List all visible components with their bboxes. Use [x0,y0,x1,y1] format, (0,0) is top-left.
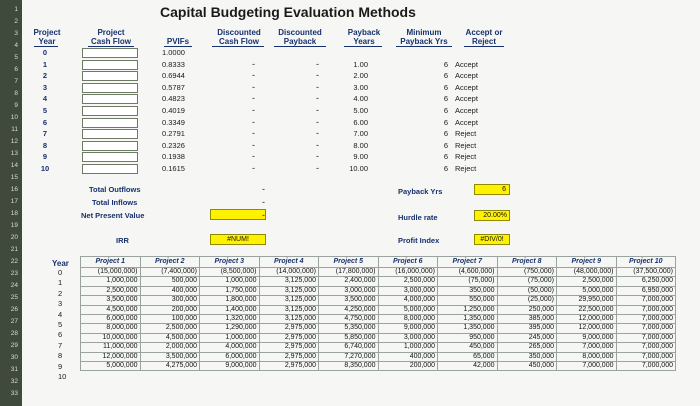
pvif-cell: 0.2791 [162,129,185,139]
row-number[interactable]: 14 [10,162,18,169]
table-cell[interactable]: 4,750,000 [319,315,379,324]
table-row [81,352,676,361]
row-number[interactable]: 13 [10,150,18,157]
table-cell[interactable]: 5,000,000 [557,286,617,295]
row-number[interactable]: 2 [14,18,18,25]
decision-cell: Accept [455,82,478,92]
table-cell[interactable]: (750,000) [497,268,557,277]
table-cell[interactable]: (15,000,000) [81,268,141,277]
row-number[interactable]: 11 [11,126,18,133]
row-number[interactable]: 6 [14,66,18,73]
year-cell: 5 [42,106,48,115]
npv-label: Net Present Value [81,211,145,220]
table-cell[interactable]: 5,000,000 [378,305,438,314]
table-cell[interactable]: 2,500,000 [140,324,200,333]
decision-cell: Accept [455,71,478,81]
project-header[interactable]: Project 6 [378,257,438,268]
table-cell[interactable]: 1,350,000 [438,315,498,324]
table-cell[interactable]: 1,250,000 [438,305,498,314]
total-outflows-label: Total Outflows [89,185,141,194]
row-number[interactable]: 31 [10,366,18,373]
table-cell[interactable]: 350,000 [497,352,557,361]
hurdle-rate-cell[interactable]: 20.00% [474,210,510,221]
header-minimum-payback: Minimum Payback Yrs [400,28,448,46]
row-number[interactable]: 28 [10,330,18,337]
table-cell[interactable]: 7,000,000 [557,343,617,352]
table-cell[interactable]: 7,000,000 [616,296,676,305]
table-cell[interactable]: 7,000,000 [616,324,676,333]
table-cell[interactable]: 6,250,000 [616,277,676,286]
table-cell[interactable]: (50,000) [497,286,557,295]
table-row [81,268,676,277]
table-cell[interactable]: (25,000) [497,296,557,305]
year-cell: 1 [42,59,48,69]
table-row [81,315,676,324]
cash-flow-input[interactable] [82,141,138,151]
table-cell[interactable]: (17,800,000) [319,268,379,277]
sheet-title: Capital Budgeting Evaluation Methods [160,4,416,20]
discounted-payback-dash: - [316,139,319,150]
table-cell[interactable]: (37,500,000) [616,268,676,277]
table-cell[interactable]: 385,000 [497,315,557,324]
table-cell[interactable]: 1,000,000 [378,343,438,352]
min-payback-cell: 6 [443,94,448,104]
hurdle-rate-label: Hurdle rate [398,213,438,222]
table-cell[interactable]: 12,000,000 [557,315,617,324]
table-cell[interactable]: 11,000,000 [81,343,141,352]
project-header[interactable]: Project 10 [616,257,676,268]
min-payback-cell: 6 [443,164,448,173]
header-project-cash-flow: Project Cash Flow [90,28,131,46]
row-number[interactable]: 5 [14,54,18,61]
table-cell[interactable]: 500,000 [140,277,200,286]
table-cell[interactable]: 8,350,000 [319,362,379,371]
discounted-cash-flow-dash: - [252,81,255,92]
cash-flow-input[interactable] [82,60,138,70]
inflows-dash: - [262,197,265,207]
table-cell[interactable]: 2,975,000 [259,333,319,342]
table-cell[interactable]: 2,000,000 [140,343,200,352]
table-cell[interactable]: 7,000,000 [616,305,676,314]
cash-flow-input[interactable] [82,152,138,162]
discounted-cash-flow-dash: - [252,139,255,150]
table-cell[interactable]: 200,000 [140,305,200,314]
table-cell[interactable]: 265,000 [497,343,557,352]
table-cell[interactable]: 8,000,000 [378,315,438,324]
table-cell[interactable]: 6,000,000 [81,315,141,324]
payback-years-cell: 4.00 [353,94,368,104]
table-row [81,277,676,286]
row-number[interactable]: 19 [10,222,18,229]
table-cell[interactable]: 3,500,000 [81,296,141,305]
table-cell[interactable]: 8,000,000 [81,324,141,333]
table-cell[interactable]: (75,000) [438,277,498,286]
table-cell[interactable]: 950,000 [438,333,498,342]
row-number[interactable]: 8 [14,90,18,97]
profit-index-cell[interactable]: #DIV/0! [474,234,510,245]
row-number[interactable]: 3 [14,30,18,37]
project-header[interactable]: Project 2 [140,257,200,268]
pvif-cell: 1.0000 [162,48,185,57]
table-cell[interactable]: 1,800,000 [200,296,260,305]
row-number[interactable]: 9 [14,102,18,109]
project-header[interactable]: Project 9 [557,257,617,268]
year-column-header: Year [52,259,69,268]
table-cell[interactable]: 350,000 [438,286,498,295]
table-cell[interactable]: 12,000,000 [81,352,141,361]
project-header[interactable]: Project 4 [259,257,319,268]
header-project-year: Project Year [33,28,61,46]
table-cell[interactable]: 7,000,000 [557,362,617,371]
table-cell[interactable]: 2,975,000 [259,362,319,371]
year-cell: 6 [58,330,63,340]
table-cell[interactable]: 200,000 [378,362,438,371]
header-pvifs: PVIFs [166,37,190,46]
table-row [81,286,676,295]
discounted-payback-dash: - [316,116,319,127]
row-number[interactable]: 23 [10,270,18,277]
irr-label: IRR [116,236,129,245]
table-cell[interactable]: 10,000,000 [81,333,141,342]
cash-flow-input[interactable] [82,106,138,116]
row-header-column [0,0,22,406]
table-cell[interactable]: 7,000,000 [616,362,676,371]
table-cell[interactable]: 3,000,000 [378,286,438,295]
table-cell[interactable]: 9,000,000 [200,362,260,371]
table-cell[interactable]: 3,500,000 [319,296,379,305]
table-cell[interactable]: 3,500,000 [140,352,200,361]
pvif-cell: 0.4019 [162,106,185,115]
table-cell[interactable]: (16,000,000) [378,268,438,277]
row-number[interactable]: 12 [10,138,18,145]
discounted-payback-dash: - [316,105,319,115]
irr-cell[interactable]: #NUM! [210,234,266,245]
table-cell[interactable]: 12,000,000 [557,324,617,333]
table-cell[interactable]: 1,290,000 [200,324,260,333]
decision-cell: Accept [455,59,478,69]
table-cell[interactable]: 7,000,000 [616,343,676,352]
row-number[interactable]: 33 [10,390,18,397]
table-cell[interactable]: 9,000,000 [378,324,438,333]
payback-years-cell: 9.00 [353,152,368,162]
row-number[interactable]: 27 [10,318,18,325]
year-cell: 9 [58,361,63,371]
table-cell[interactable]: 1,000,000 [81,277,141,286]
table-cell[interactable]: 8,000,000 [557,352,617,361]
row-number[interactable]: 20 [10,234,18,241]
table-cell[interactable]: 450,000 [497,362,557,371]
table-cell[interactable]: 4,000,000 [200,343,260,352]
year-cell: 10 [40,164,50,173]
decision-cell: Accept [455,94,478,104]
payback-years-cell: 1.00 [353,59,368,69]
year-cell: 10 [58,372,67,381]
table-cell[interactable]: 4,250,000 [319,305,379,314]
row-number[interactable]: 18 [10,210,18,217]
header-discounted-cash-flow: Discounted Cash Flow [217,28,261,46]
cash-flow-input[interactable] [82,71,138,81]
min-payback-cell: 6 [443,71,448,81]
header-accept-reject: Accept or Reject [465,28,503,46]
discounted-cash-flow-dash: - [252,105,255,115]
table-row [81,296,676,305]
cash-flow-input[interactable] [82,129,138,139]
pvif-cell: 0.2326 [162,140,185,150]
table-cell[interactable]: (48,000,000) [557,268,617,277]
table-cell[interactable]: 1,350,000 [438,324,498,333]
row-number[interactable]: 26 [10,306,18,313]
table-cell[interactable]: 2,500,000 [81,286,141,295]
row-number[interactable]: 15 [10,174,18,181]
year-cell: 2 [42,71,48,81]
discounted-payback-dash: - [316,163,319,173]
year-cell: 5 [58,320,63,329]
discounted-payback-dash: - [316,81,319,92]
year-cell: 9 [42,152,48,162]
table-row [81,362,676,371]
npv-cell[interactable] [210,209,266,220]
table-cell[interactable]: (4,600,000) [438,268,498,277]
discounted-cash-flow-dash: - [252,93,255,104]
payback-years-cell: 2.00 [353,71,368,81]
table-cell[interactable]: 4,500,000 [140,333,200,342]
table-cell[interactable]: 4,000,000 [378,296,438,305]
discounted-cash-flow-dash: - [252,58,255,69]
header-payback-years: Payback Years [347,28,381,46]
payback-years-cell: 6.00 [353,117,368,127]
table-cell[interactable]: 1,400,000 [200,305,260,314]
table-cell[interactable]: 7,000,000 [616,315,676,324]
payback-years-cell: 8.00 [353,140,368,150]
table-cell[interactable]: 3,125,000 [259,315,319,324]
project-header[interactable]: Project 5 [319,257,379,268]
payback-years-cell: 10.00 [349,164,368,173]
table-row [81,305,676,314]
year-cell: 6 [42,117,48,127]
payback-years-cell: 5.00 [353,106,368,115]
table-cell[interactable]: 4,275,000 [140,362,200,371]
pvif-cell: 0.4823 [162,94,185,104]
discounted-cash-flow-dash: - [252,151,255,162]
payback-years-cell: 3.00 [353,82,368,92]
decision-cell: Accept [455,117,478,127]
decision-cell: Reject [455,164,477,173]
table-cell[interactable]: (75,000) [497,277,557,286]
pvif-cell: 0.6944 [162,71,185,81]
row-number[interactable]: 29 [10,342,18,349]
project-header[interactable]: Project 1 [81,257,141,268]
pvif-cell: 0.8333 [162,59,185,69]
table-cell[interactable]: 3,125,000 [259,277,319,286]
row-number[interactable]: 25 [10,294,18,301]
payback-yrs-cell[interactable]: 6 [474,184,510,195]
year-cell: 8 [58,351,63,361]
year-cell: 1 [58,278,63,288]
table-cell[interactable]: (8,500,000) [200,268,260,277]
year-cell: 4 [42,94,48,104]
table-cell[interactable]: 450,000 [438,343,498,352]
discounted-cash-flow-dash: - [252,128,255,139]
table-cell[interactable]: 5,850,000 [319,333,379,342]
decision-cell: Accept [455,106,478,115]
table-cell[interactable]: 100,000 [140,315,200,324]
table-cell[interactable]: 3,000,000 [378,333,438,342]
pvif-cell: 0.5787 [162,82,185,92]
table-cell[interactable]: 400,000 [378,352,438,361]
table-cell[interactable]: 3,125,000 [259,286,319,295]
projects-table [80,256,676,371]
table-cell[interactable]: 300,000 [140,296,200,305]
cash-flow-input[interactable] [82,164,138,174]
table-cell[interactable]: 5,000,000 [81,362,141,371]
min-payback-cell: 6 [443,106,448,115]
table-row [81,324,676,333]
year-cell: 2 [58,288,63,298]
row-number[interactable]: 7 [14,78,18,85]
year-cell: 8 [42,140,48,150]
table-cell[interactable]: 2,975,000 [259,324,319,333]
table-cell[interactable]: 7,000,000 [616,352,676,361]
npv-dash: - [262,210,265,220]
table-cell[interactable]: 29,950,000 [557,296,617,305]
row-number[interactable]: 22 [10,258,18,265]
table-cell[interactable]: 6,740,000 [319,343,379,352]
year-cell: 7 [58,340,63,350]
discounted-cash-flow-dash: - [252,70,255,81]
table-cell[interactable]: (7,400,000) [140,268,200,277]
table-cell[interactable]: 1,320,000 [200,315,260,324]
table-cell[interactable]: 3,000,000 [319,286,379,295]
table-cell[interactable]: 9,000,000 [557,333,617,342]
table-cell[interactable]: 2,975,000 [259,352,319,361]
year-cell: 7 [42,129,48,139]
decision-cell: Reject [455,152,477,162]
table-cell[interactable]: 6,950,000 [616,286,676,295]
table-cell[interactable]: 7,000,000 [616,333,676,342]
table-cell[interactable]: 7,270,000 [319,352,379,361]
decision-cell: Reject [455,140,477,150]
row-number[interactable]: 10 [10,114,18,121]
pvif-cell: 0.3349 [162,117,185,127]
min-payback-cell: 6 [443,129,448,139]
header-discounted-payback: Discounted Payback [278,28,322,46]
row-number[interactable]: 24 [10,282,18,289]
payback-years-cell: 7.00 [353,129,368,139]
project-header[interactable]: Project 8 [497,257,557,268]
row-number[interactable]: 30 [10,354,18,361]
row-number[interactable]: 4 [14,42,18,49]
row-number[interactable]: 32 [10,378,18,385]
cash-flow-input[interactable] [82,48,138,58]
pvif-cell: 0.1938 [162,152,185,162]
min-payback-cell: 6 [443,140,448,150]
year-cell: 3 [42,82,48,92]
discounted-payback-dash: - [316,93,319,104]
year-cell: 0 [42,48,48,57]
table-cell[interactable]: 550,000 [438,296,498,305]
min-payback-cell: 6 [443,117,448,127]
table-cell[interactable]: 4,500,000 [81,305,141,314]
table-cell[interactable]: 1,750,000 [200,286,260,295]
table-cell[interactable]: 5,350,000 [319,324,379,333]
table-cell[interactable]: 3,125,000 [259,296,319,305]
row-number[interactable]: 16 [10,186,18,193]
table-cell[interactable]: 65,000 [438,352,498,361]
table-cell[interactable]: 2,500,000 [557,277,617,286]
table-cell[interactable]: (14,000,000) [259,268,319,277]
project-header[interactable]: Project 3 [200,257,260,268]
table-row [81,333,676,342]
min-payback-cell: 6 [443,59,448,69]
table-cell[interactable]: 2,500,000 [378,277,438,286]
total-inflows-label: Total Inflows [92,198,138,207]
table-cell[interactable]: 245,000 [497,333,557,342]
min-payback-cell: 6 [443,82,448,92]
discounted-payback-dash: - [316,128,319,139]
table-cell[interactable]: 1,000,000 [200,277,260,286]
table-cell[interactable]: 6,000,000 [200,352,260,361]
table-cell[interactable]: 2,975,000 [259,343,319,352]
year-cell: 3 [58,299,63,309]
table-cell[interactable]: 42,000 [438,362,498,371]
discounted-payback-dash: - [316,151,319,162]
row-number[interactable]: 21 [10,246,18,253]
discounted-cash-flow-dash: - [252,163,255,173]
table-cell[interactable]: 250,000 [497,305,557,314]
decision-cell: Reject [455,129,477,139]
project-header[interactable]: Project 7 [438,257,498,268]
row-number[interactable]: 17 [10,198,18,205]
table-cell[interactable]: 3,125,000 [259,305,319,314]
pvif-cell: 0.1615 [162,164,185,173]
payback-yrs-label: Payback Yrs [398,187,443,196]
table-cell[interactable]: 400,000 [140,286,200,295]
table-cell[interactable]: 1,000,000 [200,333,260,342]
min-payback-cell: 6 [443,152,448,162]
table-cell[interactable]: 395,000 [497,324,557,333]
year-cell: 4 [58,309,63,319]
outflows-dash: - [262,184,265,194]
cash-flow-input[interactable] [82,83,138,93]
profit-index-label: Profit Index [398,236,440,245]
discounted-cash-flow-dash: - [252,116,255,127]
row-number[interactable]: 1 [14,6,18,13]
year-cell: 0 [58,268,63,277]
table-cell[interactable]: 2,400,000 [319,277,379,286]
table-cell[interactable]: 22,500,000 [557,305,617,314]
table-row [81,343,676,352]
discounted-payback-dash: - [316,70,319,81]
cash-flow-input[interactable] [82,94,138,104]
discounted-payback-dash: - [316,58,319,69]
cash-flow-input[interactable] [82,118,138,128]
